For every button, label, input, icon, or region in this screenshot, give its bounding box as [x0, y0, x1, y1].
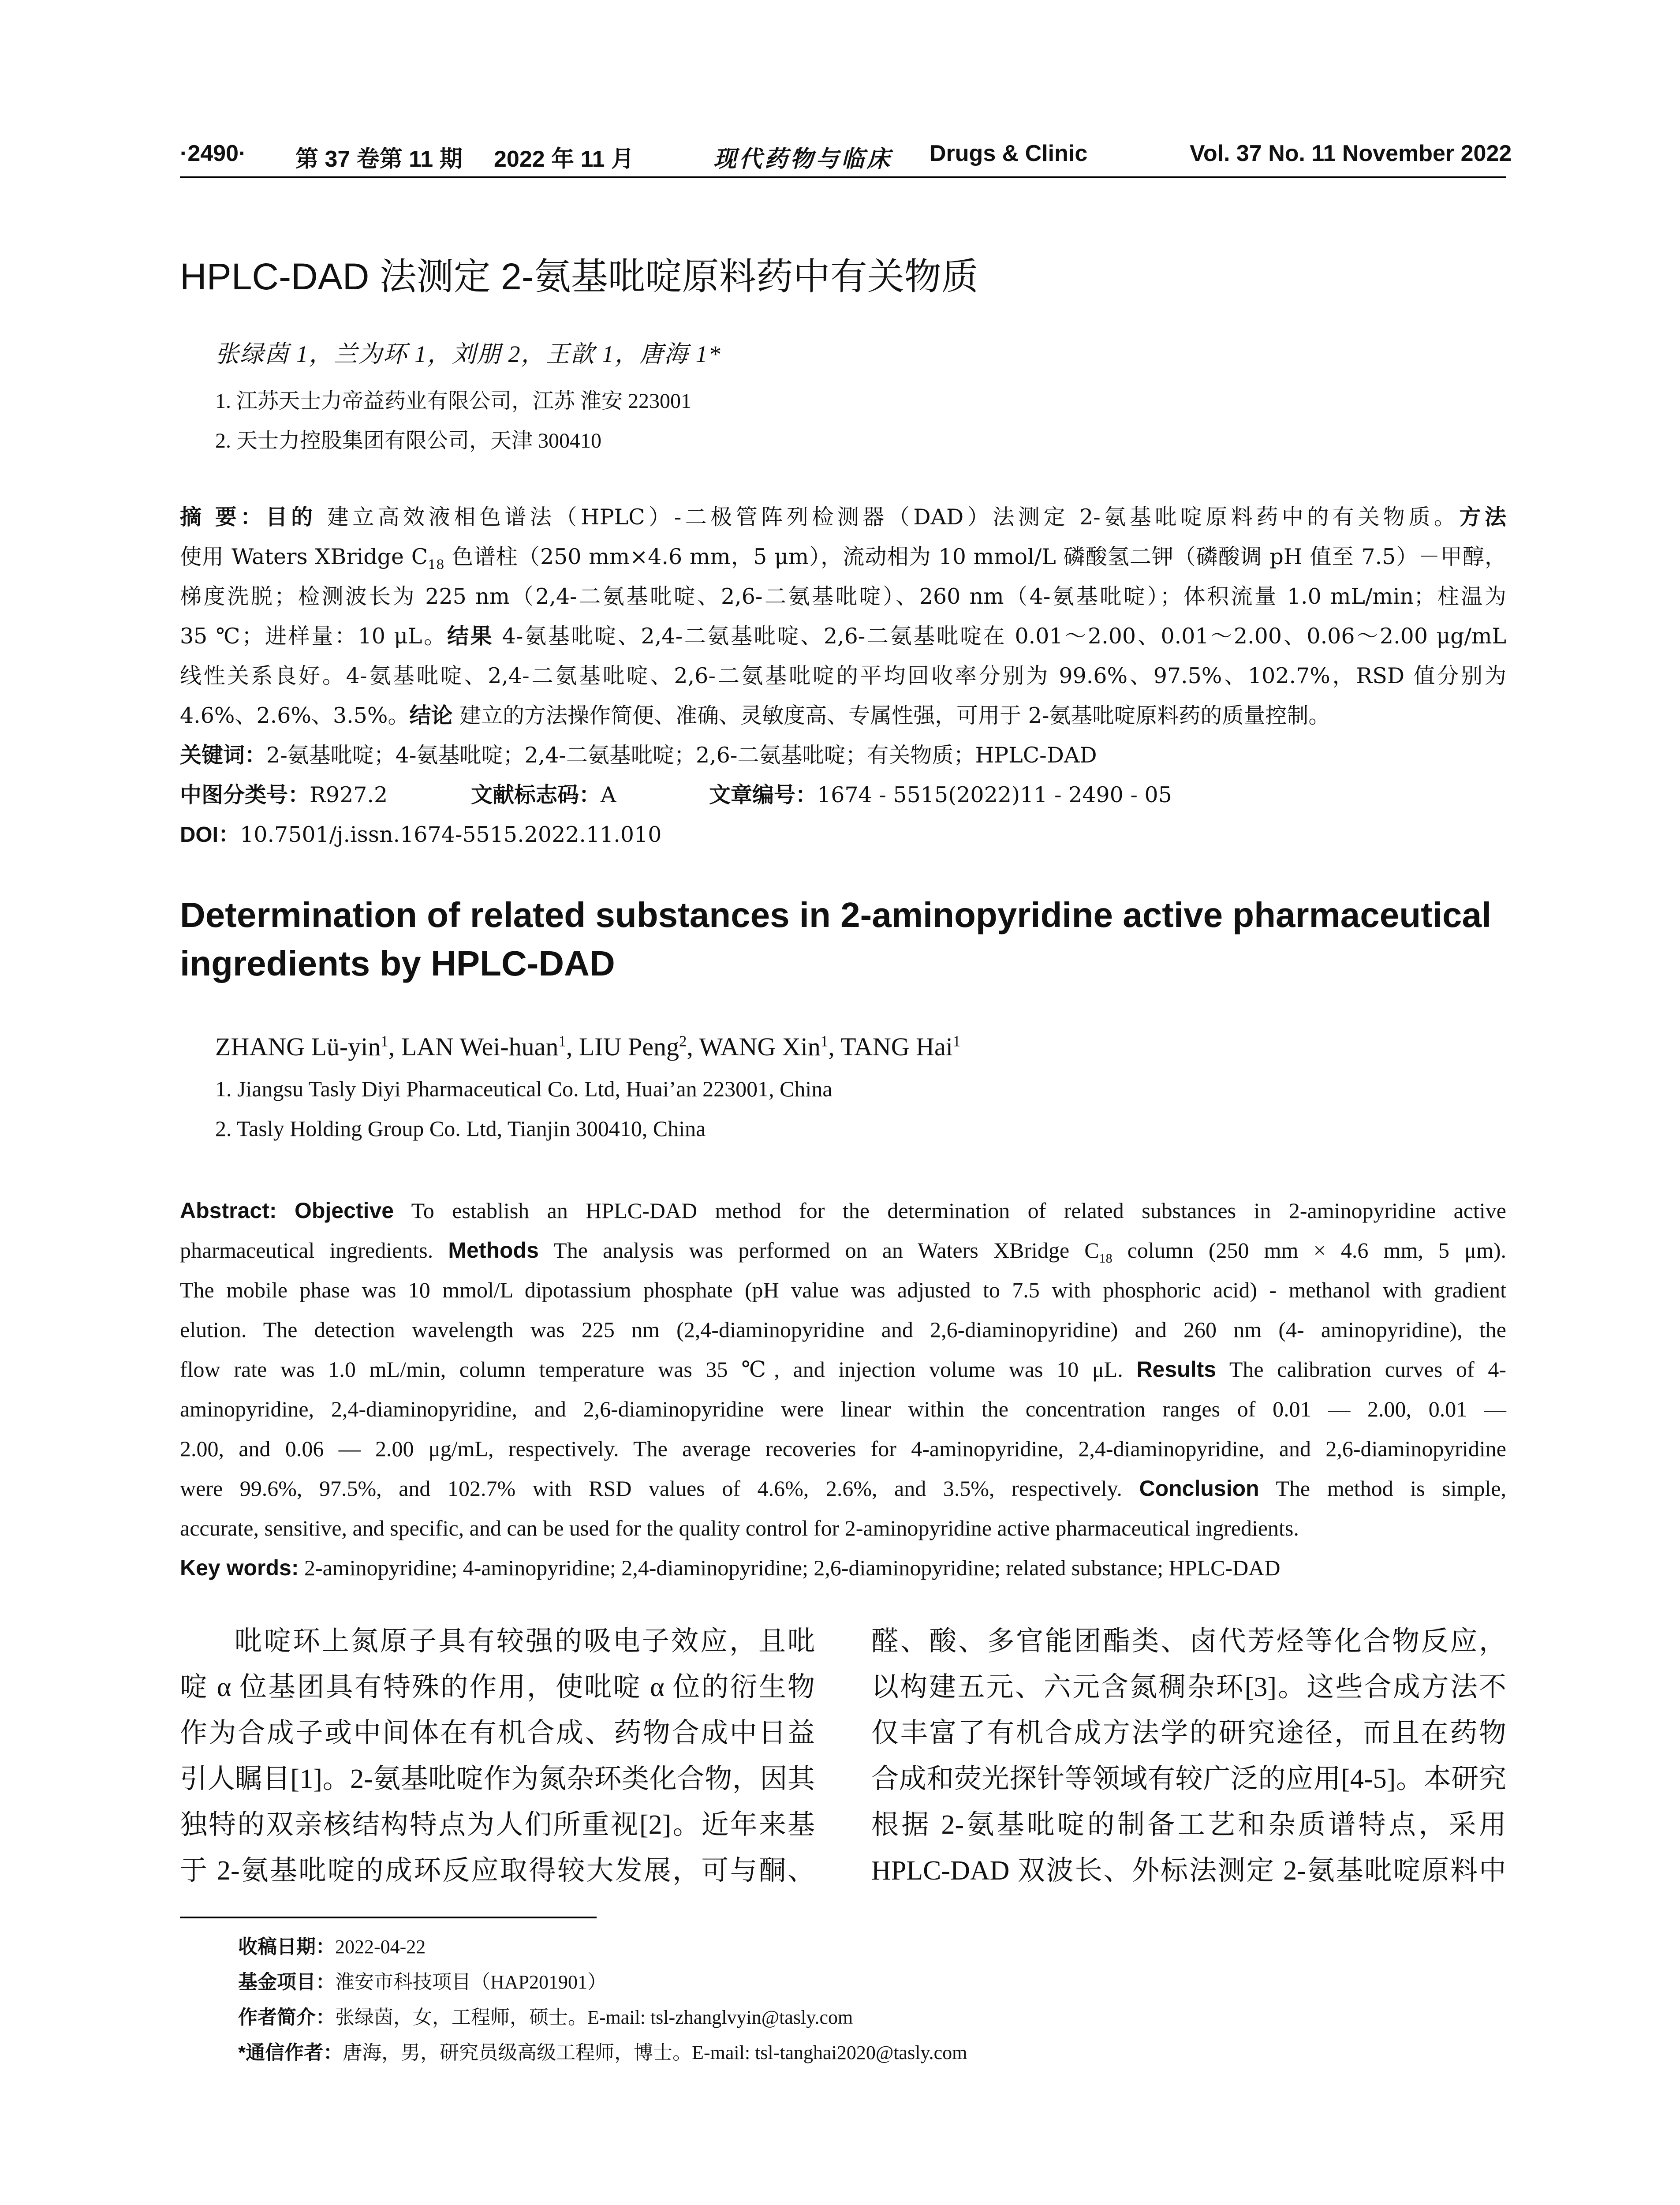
footnote-author-bio: 作者简介：张绿茵，女，工程师，硕士。E-mail: tsl-zhanglvyin@tasly.com: [238, 2007, 853, 2028]
abstract-en-line-3: The mobile phase was 10 mmol/L dipotassium phosphate (pH value was adjusted to 7.5 with phosphoric acid) - methanol with gradient: [180, 1278, 1506, 1302]
keywords-en: Key words: 2-aminopyridine; 4-aminopyridine; 2,4-diaminopyridine; 2,6-diaminopyridine; related substance; HPLC-DAD: [180, 1555, 1281, 1580]
affiliation-en-2: 2. Tasly Holding Group Co. Ltd, Tianjin 300410, China: [215, 1116, 706, 1141]
issue-en: Vol. 37 No. 11 November 2022: [1190, 141, 1512, 166]
abstract-en-line-8: were 99.6%, 97.5%, and 102.7% with RSD values of 4.6%, 2.6%, and 3.5%, respectively. Conclusion The method is simple,: [180, 1476, 1507, 1501]
abstract-cn-line-6: 4.6%、2.6%、3.5%。结论 建立的方法操作简便、准确、灵敏度高、专属性强，可用于 2-氨基吡啶原料药的质量控制。: [180, 703, 1330, 728]
article-number: 文章编号：1674 - 5515(2022)11 - 2490 - 05: [709, 782, 1172, 807]
keywords-cn: 关键词：2-氨基吡啶；4-氨基吡啶；2,4-二氨基吡啶；2,6-二氨基吡啶；有关物质；HPLC-DAD: [180, 743, 1097, 768]
body-right-line-1: 醛、酸、多官能团酯类、卤代芳烃等化合物反应，: [871, 1626, 1506, 1656]
issue-cn: 第 37 卷第 11 期: [295, 146, 463, 172]
body-right-line-3: 仅丰富了有机合成方法学的研究途径，而且在药物: [871, 1718, 1506, 1748]
body-left-line-2: 啶 α 位基团具有特殊的作用，使吡啶 α 位的衍生物: [180, 1672, 815, 1702]
body-right-line-2: 以构建五元、六元含氮稠杂环[3]。这些合成方法不: [871, 1672, 1506, 1702]
abstract-en-line-2: pharmaceutical ingredients. Methods The analysis was performed on an Waters XBridge $C_{18}$ column (250 mm × 4.6 mm, 5 μm).: [180, 1238, 1506, 1266]
running-header: [180, 140, 1512, 178]
classification-line: [180, 775, 1506, 815]
abstract-en-line-7: 2.00, and 0.06 — 2.00 μg/mL, respectively. The average recoveries for 4-aminopyridine, 2,4-diaminopyridine, and 2,6-diaminopyridine: [180, 1436, 1506, 1461]
body-right-line-6: HPLC-DAD 双波长、外标法测定 2-氨基吡啶原料中: [871, 1856, 1506, 1886]
abstract-en-line-4: elution. The detection wavelength was 225 nm (2,4-diaminopyridine and 2,6-diaminopyridine) and 260 nm (4- aminopyridine), the: [180, 1317, 1506, 1342]
body-left-line-6: 于 2-氨基吡啶的成环反应取得较大发展，可与酮、: [180, 1856, 815, 1886]
header-rule: [180, 176, 1506, 178]
affiliation-en-1: 1. Jiangsu Tasly Diyi Pharmaceutical Co. Ltd, Huai’an 223001, China: [215, 1076, 833, 1101]
journal-cn: 现代药物与临床: [713, 147, 893, 172]
abstract-en-line-9: accurate, sensitive, and specific, and can be used for the quality control for 2-aminopyridine active pharmaceutical ingredients.: [180, 1516, 1299, 1540]
abstract-en-line-6: aminopyridine, 2,4-diaminopyridine, and 2,6-diaminopyridine were linear within the concentration ranges of 0.01 — 2.00, 0.01 —: [180, 1397, 1506, 1421]
clc: 中图分类号：R927.2: [180, 782, 388, 807]
body-left-line-3: 作为合成子或中间体在有机合成、药物合成中日益: [180, 1718, 815, 1748]
footnote-received: 收稿日期：2022-04-22: [238, 1936, 426, 1958]
affiliation-cn-2: 2. 天士力控股集团有限公司，天津 300410: [215, 429, 602, 452]
title-en: Determination of related substances in 2-aminopyridine active pharmaceutical ingredients by HPLC-DAD: [180, 895, 1492, 983]
title-cn: HPLC-DAD 法测定 2-氨基吡啶原料药中有关物质: [180, 256, 978, 297]
abstract-cn-line-5: 线性关系良好。4-氨基吡啶、2,4-二氨基吡啶、2,6-二氨基吡啶的平均回收率分别为 99.6%、97.5%、102.7%，RSD 值分别为: [180, 663, 1506, 688]
body-right-line-5: 根据 2-氨基吡啶的制备工艺和杂质谱特点，采用: [871, 1810, 1506, 1840]
abstract-en-line-1: Abstract: Objective To establish an HPLC-DAD method for the determination of related substances in 2-aminopyridine active: [180, 1198, 1506, 1223]
abstract-cn-line-1: 摘 要：目的 建立高效液相色谱法（HPLC）-二极管阵列检测器（DAD）法测定 2-氨基吡啶原料药中的有关物质。方法: [180, 505, 1506, 530]
abstract-en-line-5: flow rate was 1.0 mL/min, column temperature was 35 ℃, and injection volume was 10 μL. Results The calibration curves of 4-: [180, 1357, 1506, 1382]
footnote-corresponding: *通信作者：唐海，男，研究员级高级工程师，博士。E-mail: tsl-tanghai2020@tasly.com: [238, 2042, 967, 2063]
body-left-line-4: 引人瞩目[1]。2-氨基吡啶作为氮杂环类化合物，因其: [180, 1764, 815, 1794]
body-left-line-5: 独特的双亲核结构特点为人们所重视[2]。近年来基: [180, 1810, 815, 1840]
authors-cn: 张绿茵 1，兰为环 1，刘朋 2，王歆 1，唐海 1*: [215, 341, 721, 367]
date-cn: 2022 年 11 月: [494, 146, 634, 172]
doc-code: 文献标志码：A: [471, 782, 616, 807]
abstract-cn-line-2: 使用 Waters XBridge $C_{18}$ 色谱柱（250 mm×4.6 mm，5 μm），流动相为 10 mmol/L 磷酸氢二钾（磷酸调 pH 值至 7.5）－甲醇，: [180, 544, 1506, 572]
body-right-line-4: 合成和荧光探针等领域有较广泛的应用[4-5]。本研究: [871, 1764, 1506, 1794]
abstract-cn-line-4: 35 ℃；进样量：10 μL。结果 4-氨基吡啶、2,4-二氨基吡啶、2,6-二氨基吡啶在 0.01～2.00、0.01～2.00、0.06～2.00 μg/mL: [180, 624, 1506, 649]
footnote-fund: 基金项目：淮安市科技项目（HAP201901）: [238, 1971, 607, 1993]
authors-en: ZHANG Lü-yin$^1$, LAN Wei-huan$^1$, LIU Peng$^2$, WANG Xin$^1$, TANG Hai$^1$: [215, 1032, 961, 1061]
body-right-column: [871, 1618, 1506, 1894]
doi-line: DOI：10.7501/j.issn.1674-5515.2022.11.010: [180, 822, 662, 847]
body-left-column: [180, 1618, 815, 1894]
footnote-rule: [180, 1917, 597, 1918]
affiliation-cn-1: 1. 江苏天士力帝益药业有限公司，江苏 淮安 223001: [215, 389, 692, 413]
abstract-cn-line-3: 梯度洗脱；检测波长为 225 nm（2,4-二氨基吡啶、2,6-二氨基吡啶）、260 nm（4-氨基吡啶）；体积流量 1.0 mL/min；柱温为: [180, 584, 1506, 609]
body-left-line-1: 吡啶环上氮原子具有较强的吸电子效应，且吡: [235, 1626, 815, 1656]
page-number: ·2490·: [180, 141, 246, 166]
journal-en: Drugs & Clinic: [930, 141, 1088, 166]
